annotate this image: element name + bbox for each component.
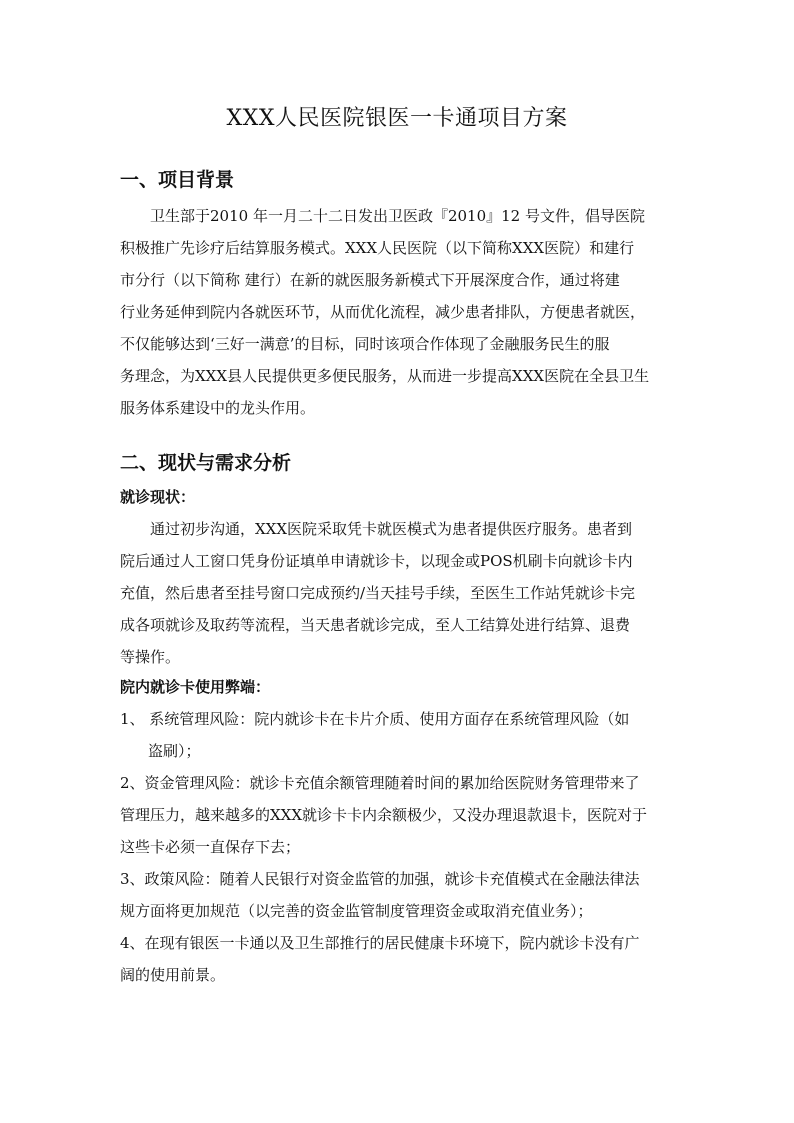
list-item-line: 规方面将更加规范（以完善的资金监管制度管理资金或取消充值业务）； <box>120 902 593 920</box>
list-item-line: 4、在现有银医一卡通以及卫生部推行的居民健康卡环境下，院内就诊卡没有广 <box>120 934 640 952</box>
list-item-line: 2、资金管理风险：就诊卡充值余额管理随着时间的累加给医院财务管理带来了 <box>120 774 640 792</box>
paragraph-line: 通过初步沟通，XXX医院采取凭卡就医模式为患者提供医疗服务。患者到 <box>150 520 633 538</box>
list-item-line: 阔的使用前景。 <box>120 966 226 984</box>
paragraph-line: 服务体系建设中的龙头作用。 <box>120 399 316 417</box>
paragraph-line: 等操作。 <box>120 648 181 666</box>
paragraph-line: 务理念，为XXX县人民提供更多便民服务，从而进一步提高XXX医院在全县卫生 <box>120 367 650 385</box>
document-title: XXX人民医院银医一卡通项目方案 <box>226 106 568 131</box>
paragraph-line: 市分行（以下简称 建行）在新的就医服务新模式下开展深度合作，通过将建 <box>120 271 620 289</box>
subheading-card-drawbacks: 院内就诊卡使用弊端： <box>120 678 271 696</box>
paragraph-line: 积极推广先诊疗后结算服务模式。XXX人民医院（以下简称XXX医院）和建行 <box>120 239 635 257</box>
paragraph-line: 充值，然后患者至挂号窗口完成预约/当天挂号手续，至医生工作站凭就诊卡完 <box>120 584 636 602</box>
list-item-line: 这些卡必须一直保存下去； <box>120 838 301 856</box>
list-item-line: 1、 系统管理风险：院内就诊卡在卡片介质、使用方面存在系统管理风险（如 <box>120 710 630 728</box>
subheading-current-status: 就诊现状： <box>120 488 196 506</box>
paragraph-line: 成各项就诊及取药等流程，当天患者就诊完成，至人工结算处进行结算、退费 <box>120 616 631 634</box>
list-item-line: 管理压力，越来越多的XXX就诊卡卡内余额极少，又没办理退款退卡，医院对于 <box>120 806 648 824</box>
paragraph-line: 不仅能够达到‘三好一满意’的目标，同时该项合作体现了金融服务民生的服 <box>120 335 610 353</box>
section-heading-analysis: 二、现状与需求分析 <box>120 452 292 474</box>
list-item-line: 3、政策风险：随着人民银行对资金监管的加强，就诊卡充值模式在金融法律法 <box>120 870 640 888</box>
paragraph-line: 卫生部于2010 年一月二十二日发出卫医政『2010』12 号文件，倡导医院 <box>150 207 645 225</box>
list-item-line: 盗刷）； <box>148 742 201 760</box>
paragraph-line: 行业务延伸到院内各就医环节，从而优化流程，减少患者排队，方便患者就医， <box>120 303 646 321</box>
paragraph-line: 院后通过人工窗口凭身份证填单申请就诊卡，以现金或POS机刷卡向就诊卡内 <box>120 552 633 570</box>
section-heading-background: 一、项目背景 <box>120 169 235 191</box>
